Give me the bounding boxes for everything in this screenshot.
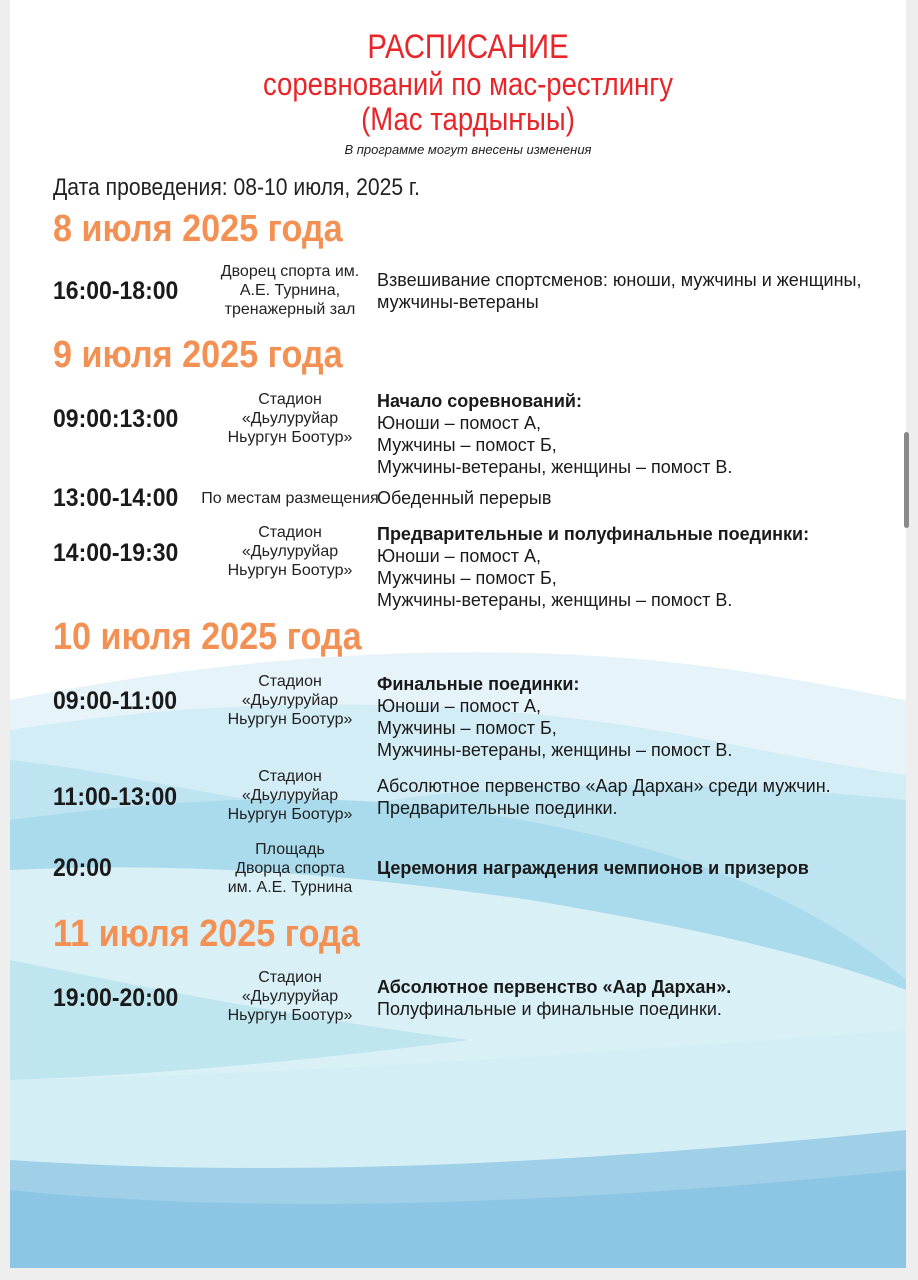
event-description: Абсолютное первенство «Аар Дархан» среди мужчин. Предварительные поединки.: [377, 776, 831, 818]
event-title: Начало соревнований:: [377, 391, 582, 411]
event-place: Стадион «Дьулуруйар Ньургун Боотур»: [227, 768, 353, 823]
day-heading: 11 июля 2025 года: [53, 913, 360, 955]
event-place: Стадион «Дьулуруйар Ньургун Боотур»: [227, 969, 353, 1024]
event-time: 16:00-18:00: [53, 277, 179, 305]
event-description: Обеденный перерыв: [377, 488, 552, 508]
day-heading: 9 июля 2025 года: [53, 334, 343, 376]
page-title: РАСПИСАНИЕ: [367, 28, 569, 66]
event-description: Полуфинальные и финальные поединки.: [377, 999, 722, 1019]
event-time: 13:00-14:00: [53, 484, 179, 512]
event-title: Финальные поединки:: [377, 674, 580, 694]
page-subtitle: соревнований по мас-рестлингу: [262, 66, 674, 102]
event-description: Юноши – помост А, Мужчины – помост Б, Мужчины-ветераны, женщины – помост В.: [377, 696, 733, 760]
event-place: Площадь Дворца спорта им. А.Е. Турнина: [227, 841, 353, 896]
changes-note: В программе могут внесены изменения: [344, 142, 592, 157]
event-time: 14:00-19:30: [53, 539, 179, 567]
event-time: 09:00-11:00: [53, 687, 178, 715]
event-title: Абсолютное первенство «Аар Дархан».: [377, 977, 732, 997]
event-title: Церемония награждения чемпионов и призеров: [377, 858, 809, 878]
schedule-page: [10, 0, 906, 1268]
event-description: Юноши – помост А, Мужчины – помост Б, Мужчины-ветераны, женщины – помост В.: [377, 413, 733, 477]
event-description: Взвешивание спортсменов: юноши, мужчины и женщины, мужчины-ветераны: [377, 270, 862, 312]
event-place: Стадион «Дьулуруйар Ньургун Боотур»: [227, 391, 353, 446]
event-title: Предварительные и полуфинальные поединки:: [377, 524, 810, 544]
event-time: 20:00: [53, 854, 112, 882]
event-place: Стадион «Дьулуруйар Ньургун Боотур»: [227, 524, 353, 579]
event-place: Стадион «Дьулуруйар Ньургун Боотур»: [227, 673, 353, 728]
event-place: Дворец спорта им. А.Е. Турнина, тренажерный зал: [220, 263, 360, 318]
event-time: 09:00:13:00: [53, 405, 179, 433]
event-time: 11:00-13:00: [53, 783, 178, 811]
event-place: По местам размещения: [201, 490, 379, 507]
event-dates: Дата проведения: 08-10 июля, 2025 г.: [53, 174, 420, 201]
schedule-content: [10, 0, 906, 1268]
day-heading: 8 июля 2025 года: [53, 208, 343, 250]
page-subtitle-yakut: (Мас тардыҥыы): [361, 101, 575, 137]
event-time: 19:00-20:00: [53, 984, 179, 1012]
day-heading: 10 июля 2025 года: [53, 616, 362, 658]
scrollbar-thumb[interactable]: [904, 432, 909, 528]
event-description: Юноши – помост А, Мужчины – помост Б, Мужчины-ветераны, женщины – помост В.: [377, 546, 733, 610]
